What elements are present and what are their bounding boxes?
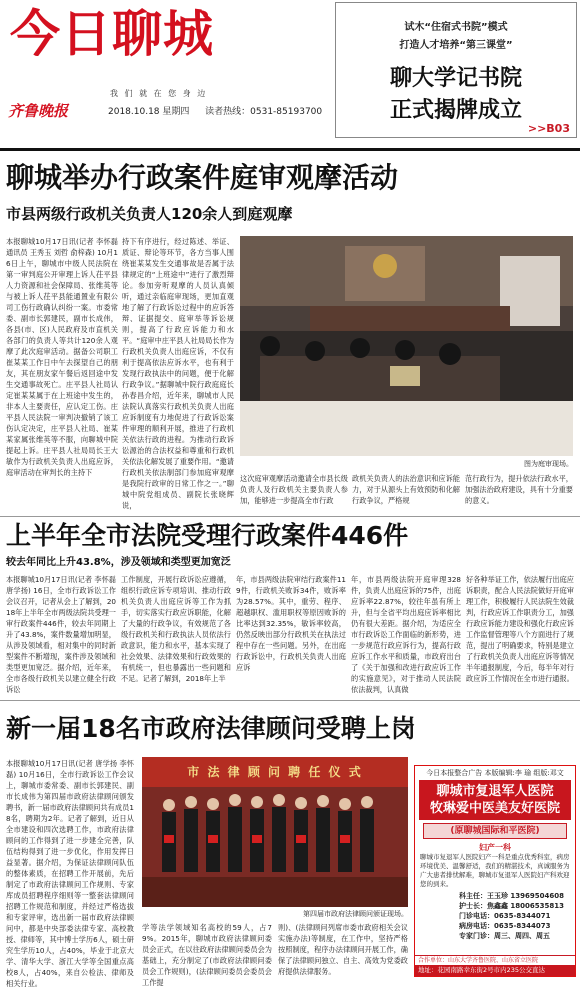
story1-headline[interactable]: 聊城举办行政案件庭审观摩活动 bbox=[6, 161, 399, 194]
ad-clinic-phone: 门诊电话：0635-8344071 bbox=[459, 912, 551, 920]
promo-line2: 打造人才培养“第三课堂” bbox=[399, 40, 513, 51]
ad-expert-clinic: 专家门诊：周三、周四、周五 bbox=[459, 932, 550, 940]
ad-hospital-name-line1: 聊城市复退军人医院 bbox=[436, 784, 554, 799]
masthead-title: 今日聊城 bbox=[10, 5, 214, 63]
masthead-meta bbox=[108, 104, 322, 117]
ad-address: 地址：花园南路幸东街2号市内235公交直达 bbox=[415, 965, 575, 976]
story1-col1: 本报聊城10月17日讯(记者 李怀磊 通讯员 王秀玉 刘哲 俞梓森) 10月16日上午，聊城市中级人民法院在第一审判庭公开审理上诉人茌平县人力资源和社会保障局、张维英等与被上诉人茌平县能通置业有限公司工伤行政确认纠纷一案。市委常委、副市长郭建民，副市长成伟，各县(市、区)人民政府及市直机关各部门的负责人等共计120余人观摩了此次庭审活动。据备公司职工崔某某工作日中午去探望自己的朋友，其在朋友家午餐后返回途中发生交通事故死亡。庄平县人社局认定崔某某属于在上班途中发生的，非本人主要责任，应认定工伤。庄平县人民法院一审判决撤销了该工伤认定决定，庄平县人社局、崔某某家属张维英等不服，向聊城中院提起上诉。庄平县人社局局长王大敏作为行政机关负责人出庭应诉，庭审活动在审判长的主持下 bbox=[6, 237, 118, 477]
story2-divider bbox=[0, 700, 580, 701]
story3-photo-caption: 第四届市政府法律顾问颁证现场。 bbox=[303, 910, 408, 918]
ad-hospital-name-line2: 牧琳爱中医美友好医院 bbox=[429, 801, 560, 816]
masthead-slogan: 我 们 就 在 您 身 边 bbox=[110, 89, 208, 98]
story1-col2: 持下有序进行，经过陈述、举证、质证、辩论等环节，各方当事人围绕崔某某发生交通事故是否属于法律规定的“上班途中”进行了激烈辩论。参加旁听观摩的人员认真倾听，通过亲临庭审现场，更加直观地了解了行政诉讼过程中的应诉答辩、证据提交、庭审举等诉讼规则，提高了行政应诉能力和水平。“庭审中庄平县人社局局长作为行政机关负责人出庭应诉，不仅有利于提高依法应诉水平，也有利于发现行政执法中的问题，便于化解行政争议。”据聊城中院行政庭庭长孙春昌介绍，近年来，聊城市人民法院认真落实行政机关负责人出庭应诉制度有力地促进了行政诉讼案件审理的顺利开展，推进了行政机关依法行政的进程。为推动行政诉讼源治的合法权益和尊重和行政机关依法化解发展了重要作用。“邀请行政机关依法制部门参加庭审观摩是我院行政审的日常工作之一。”聊城中院党组成员、副院长张晓辉说， bbox=[122, 237, 234, 510]
reader-hotline: 读者热线：0531-85193700 bbox=[205, 107, 323, 117]
story2-subhead: 较去年同比上升43.8%，涉及领域和类型更加宽泛 bbox=[6, 557, 231, 568]
ceremony-banner: 市 法 律 顾 问 聘 任 仪 式 bbox=[187, 765, 363, 779]
masthead-rule bbox=[0, 148, 580, 151]
ad-contact-head-nurse: 护士长：焦鑫鑫 18006535813 bbox=[459, 902, 565, 910]
ad-edition-tag: 今日本报整合广告 本版编辑:李 瑜 组版:邓文 bbox=[426, 769, 564, 777]
ad-former-name: (原聊城国际和平医院) bbox=[423, 823, 567, 839]
story3-col1: 本报聊城10月17日讯(记者 唐学扬 李怀磊) 10月16日，全市行政诉讼工作会议上，聊城市委常委、副市长郭建民、副市长成伟为第四届市政府法律顾问颁发聘书，新一届市政府法律顾问共有成员18名，聘期为2年。记者了解到，近日从全市建设和四次选聘工作，市政府法律顾问的工作得到了进一步建全完善，队伍结构得到了进一步优化，作用发挥日益显著。据介绍，为保证法律顾问队伍的整体素质，在招聘工作开展前，先后制定了市政府法律顾问工作规则、专家库成员招聘程序细则等一整套法律顾问招聘工作规范和制度，并经过严格选拔和专家评审，选出新一届市政府法律顾问中，都是中央部委法律专家、高校教授、律师等，其中博士学历6人，硕士研究生学历10人，占40%，毕业于北京大学、清华大学、浙江大学等全国重点高校8人，占40%，来自公检法、律师及相关行业。 bbox=[6, 759, 134, 988]
story3-headline[interactable]: 新一届18名市政府法律顾问受聘上岗 bbox=[6, 714, 416, 743]
masthead-subtitle: 齐鲁晚报 bbox=[8, 102, 69, 120]
ad-hospital-name bbox=[419, 780, 571, 820]
ad-partners: 合作单位：山东大学齐鲁医院、山东省立医院 bbox=[415, 955, 575, 966]
story1-photo-caption: 图为庭审现场。 bbox=[524, 460, 573, 468]
story2-col2: 工作制度，开展行政诉讼应遵循，组织行政应诉专项培训、推动行政机关负责人出庭应诉等工作为抓手，切实落实行政应诉职能，化解了大量的行政争议，有效规范了各级行政机关和行政执法人员依法行政意识，能力和水平，基本实现了社会效果、法律效果和行政效果的有机统一，但也暴露出一些问题和不足。记者了解到，2018年上半 bbox=[121, 575, 231, 683]
ceremony-photo bbox=[142, 757, 408, 907]
story2-col3: 年，市县两级法院审结行政案件119件，行政机关败诉34件，败诉率为28.57%。其中，重劳、程序、超越职权、滥用职权等原因败诉的比率达到32.35%，敏诉率较高，仍然反映出部分行政机关在执法过程中存在一些问题。另外，在出庭行政诉讼中，行政机关负责人出庭应诉 bbox=[236, 575, 346, 672]
issue-date: 2018.10.18 星期四 bbox=[108, 107, 190, 117]
story2-col4: 年，市县两级法院开庭审理328件，负责人出庭应诉的75件，出庭应诉率22.87%，较往年虽有所上升，但与全省平均出庭应诉率相比仍有很大差距。据介绍，为适应全市行政诉讼工作面临的新形势，进一步规范行政应诉行为，提高行政应诉工作水平和质量，市政府出台了《关于加强和改进行政应诉工作的实施意见》，对于推动人民法院依法裁判，认真做 bbox=[351, 575, 461, 694]
ad-ward-phone: 病房电话：0635-8344073 bbox=[459, 922, 551, 930]
promo-line1: 试木“住宿式书院”模式 bbox=[404, 22, 508, 33]
story1-col1-cont bbox=[6, 499, 118, 510]
story1-subhead: 市县两级行政机关负责人120余人到庭观摩 bbox=[6, 205, 293, 223]
hospital-ad[interactable] bbox=[414, 765, 576, 977]
story1-bottom2: 政机关负责人的法治意识和应诉能力，对于从源头上有效预防和化解行政争议，严格规 bbox=[352, 474, 460, 505]
courtroom-photo bbox=[240, 236, 573, 456]
promo-box[interactable] bbox=[335, 2, 577, 138]
story3-bottom1: 学等法学领域知名高校的59人，占79%。2015年，聊城市政府法律顾问委员会正式，在以往政府法律顾问委员会为基础上，充分制定了(市政府法律顾问委员会工作规则)，(法律顾问委员会委员会工作提 bbox=[142, 923, 272, 987]
promo-page-ref[interactable]: >>B03 bbox=[527, 122, 570, 135]
story2-col5: 好各种举证工作，依法履行出庭应诉职责，配合人民法院做好开庭审理工作，积极履行人民法院生效裁判，行政应诉工作职责分工，加强行政应诉能力建设和强化行政应诉工作监督管理等八个方面进行了规范，提出了明确要求，特别是建立了行政机关负责人出庭应诉等情况半年通报制度，今后，每半年对行政应诉工作情况在全市进行通报。 bbox=[466, 575, 574, 683]
story2-headline[interactable]: 上半年全市法院受理行政案件446件 bbox=[6, 521, 409, 550]
story2-col1: 本报聊城10月17日讯(记者 李怀磊 唐学扬) 16日，全市行政诉讼工作会议召开，记者从会上了解到，2018年上半年全市两级法院共受理一审行政案件446件，较去年同期上升了43.8%，案件数量增加明显，从涉及领域看，相对集中的同时新型案件不断增现，案件涉及领域和类型更加宽泛。据介绍，近年来，全市各级行政机关以建立健全行政诉讼 bbox=[6, 575, 116, 694]
promo-headline2: 正式揭牌成立 bbox=[389, 98, 522, 123]
ad-description: 聊城市复退军人医院妇产一科是重点优秀科室，病房环境优美、温馨舒适，我们的精湛技术，真诚服务为广大患者排忧解难，聊城市复退军人医院妇产科欢迎您的到来。 bbox=[420, 853, 570, 888]
story1-divider bbox=[0, 516, 580, 517]
story1-bottom1: 这次庭审观摩活动邀请全市县长级负责人及行政机关主要负责人参加，能够进一步提高全市行政 bbox=[240, 474, 348, 505]
ad-department: 妇产一科 bbox=[479, 843, 511, 852]
story1-bottom3: 范行政行为，提升依法行政水平，加强法治政府建设，具有十分重要的意义。 bbox=[465, 474, 573, 505]
promo-headline1: 聊大学记书院 bbox=[389, 66, 522, 91]
courtroom-photo-image bbox=[240, 236, 573, 456]
ad-contact-director: 科主任：王玉珍 13969504608 bbox=[459, 892, 565, 900]
story3-bottom2: 则)、(法律顾问列席市委市政府相关会议实施办法)等制度，在工作中，坚持严格按照制度，程序办法律顾问开展工作，确保了法律顾问独立、自主、高效为党委政府提供法律服务。 bbox=[278, 923, 408, 976]
